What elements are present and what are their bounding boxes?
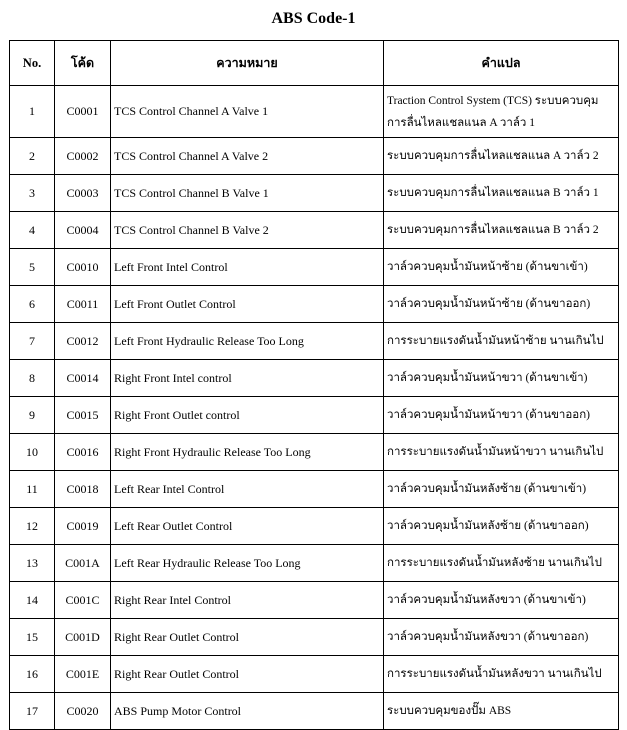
cell-translation: วาล์วควบคุมน้ำมันหน้าขวา (ด้านขาเข้า) (384, 360, 619, 397)
cell-translation: วาล์วควบคุมน้ำมันหน้าขวา (ด้านขาออก) (384, 397, 619, 434)
cell-translation: การระบายแรงดันน้ำมันหน้าขวา นานเกินไป (384, 434, 619, 471)
cell-no: 2 (10, 138, 55, 175)
cell-code: C0004 (55, 212, 111, 249)
cell-translation: การระบายแรงดันน้ำมันหลังขวา นานเกินไป (384, 656, 619, 693)
cell-no: 1 (10, 86, 55, 138)
cell-meaning: Right Front Outlet control (111, 397, 384, 434)
cell-meaning: TCS Control Channel B Valve 1 (111, 175, 384, 212)
cell-code: C0001 (55, 86, 111, 138)
cell-no: 17 (10, 693, 55, 730)
cell-meaning: Right Front Intel control (111, 360, 384, 397)
cell-code: C001E (55, 656, 111, 693)
cell-code: C0002 (55, 138, 111, 175)
table-row (10, 360, 619, 397)
cell-code: C0020 (55, 693, 111, 730)
cell-translation: การระบายแรงดันน้ำมันหน้าซ้าย นานเกินไป (384, 323, 619, 360)
table-row (10, 434, 619, 471)
abs-code-table (9, 40, 619, 730)
table-row (10, 212, 619, 249)
cell-translation: ระบบควบคุมการลื่นไหลแชลแนล B วาล์ว 1 (384, 175, 619, 212)
cell-meaning: Left Front Outlet Control (111, 286, 384, 323)
cell-no: 6 (10, 286, 55, 323)
table-row (10, 397, 619, 434)
cell-meaning: ABS Pump Motor Control (111, 693, 384, 730)
cell-no: 9 (10, 397, 55, 434)
table-row (10, 249, 619, 286)
cell-meaning: Right Front Hydraulic Release Too Long (111, 434, 384, 471)
cell-no: 10 (10, 434, 55, 471)
cell-meaning: TCS Control Channel B Valve 2 (111, 212, 384, 249)
table-row (10, 471, 619, 508)
cell-translation: การระบายแรงดันน้ำมันหลังซ้าย นานเกินไป (384, 545, 619, 582)
cell-no: 12 (10, 508, 55, 545)
cell-code: C001A (55, 545, 111, 582)
cell-no: 11 (10, 471, 55, 508)
cell-no: 5 (10, 249, 55, 286)
cell-translation: วาล์วควบคุมน้ำมันหลังซ้าย (ด้านขาเข้า) (384, 471, 619, 508)
table-row (10, 693, 619, 730)
table-row (10, 323, 619, 360)
cell-meaning: Left Front Intel Control (111, 249, 384, 286)
cell-translation: ระบบควบคุมของปั๊ม ABS (384, 693, 619, 730)
cell-translation: วาล์วควบคุมน้ำมันหลังขวา (ด้านขาออก) (384, 619, 619, 656)
cell-code: C0014 (55, 360, 111, 397)
cell-meaning: Right Rear Outlet Control (111, 619, 384, 656)
cell-meaning: Left Rear Hydraulic Release Too Long (111, 545, 384, 582)
cell-code: C0015 (55, 397, 111, 434)
header-meaning: ความหมาย (111, 41, 384, 86)
cell-code: C0012 (55, 323, 111, 360)
cell-code: C0010 (55, 249, 111, 286)
cell-no: 14 (10, 582, 55, 619)
cell-translation: วาล์วควบคุมน้ำมันหลังขวา (ด้านขาเข้า) (384, 582, 619, 619)
table-row (10, 545, 619, 582)
cell-code: C001C (55, 582, 111, 619)
cell-no: 7 (10, 323, 55, 360)
cell-translation: วาล์วควบคุมน้ำมันหลังซ้าย (ด้านขาออก) (384, 508, 619, 545)
cell-no: 8 (10, 360, 55, 397)
cell-code: C0016 (55, 434, 111, 471)
cell-translation: วาล์วควบคุมน้ำมันหน้าซ้าย (ด้านขาออก) (384, 286, 619, 323)
table-row (10, 656, 619, 693)
header-code: โค้ด (55, 41, 111, 86)
cell-no: 16 (10, 656, 55, 693)
table-row (10, 286, 619, 323)
cell-no: 13 (10, 545, 55, 582)
cell-meaning: Left Rear Intel Control (111, 471, 384, 508)
cell-no: 3 (10, 175, 55, 212)
cell-translation: ระบบควบคุมการลื่นไหลแชลแนล A วาล์ว 2 (384, 138, 619, 175)
table-row (10, 582, 619, 619)
cell-meaning: Left Front Hydraulic Release Too Long (111, 323, 384, 360)
cell-no: 4 (10, 212, 55, 249)
document-title: ABS Code-1 (271, 10, 356, 27)
cell-meaning: TCS Control Channel A Valve 1 (111, 86, 384, 138)
table-row (10, 175, 619, 212)
table-row (10, 619, 619, 656)
cell-meaning: Right Rear Intel Control (111, 582, 384, 619)
cell-code: C0003 (55, 175, 111, 212)
cell-no: 15 (10, 619, 55, 656)
cell-code: C0019 (55, 508, 111, 545)
cell-code: C0011 (55, 286, 111, 323)
cell-code: C0018 (55, 471, 111, 508)
table-row (10, 508, 619, 545)
table-header-row (10, 41, 619, 86)
cell-code: C001D (55, 619, 111, 656)
cell-translation: วาล์วควบคุมน้ำมันหน้าซ้าย (ด้านขาเข้า) (384, 249, 619, 286)
cell-meaning: Right Rear Outlet Control (111, 656, 384, 693)
cell-meaning: TCS Control Channel A Valve 2 (111, 138, 384, 175)
cell-meaning: Left Rear Outlet Control (111, 508, 384, 545)
header-no: No. (10, 41, 55, 86)
table-row (10, 138, 619, 175)
cell-translation: Traction Control System (TCS) ระบบควบคุมการลื่นไหลแชลแนล A วาล์ว 1 (384, 86, 619, 138)
table-row (10, 86, 619, 138)
cell-translation: ระบบควบคุมการลื่นไหลแชลแนล B วาล์ว 2 (384, 212, 619, 249)
header-translation: คำแปล (384, 41, 619, 86)
